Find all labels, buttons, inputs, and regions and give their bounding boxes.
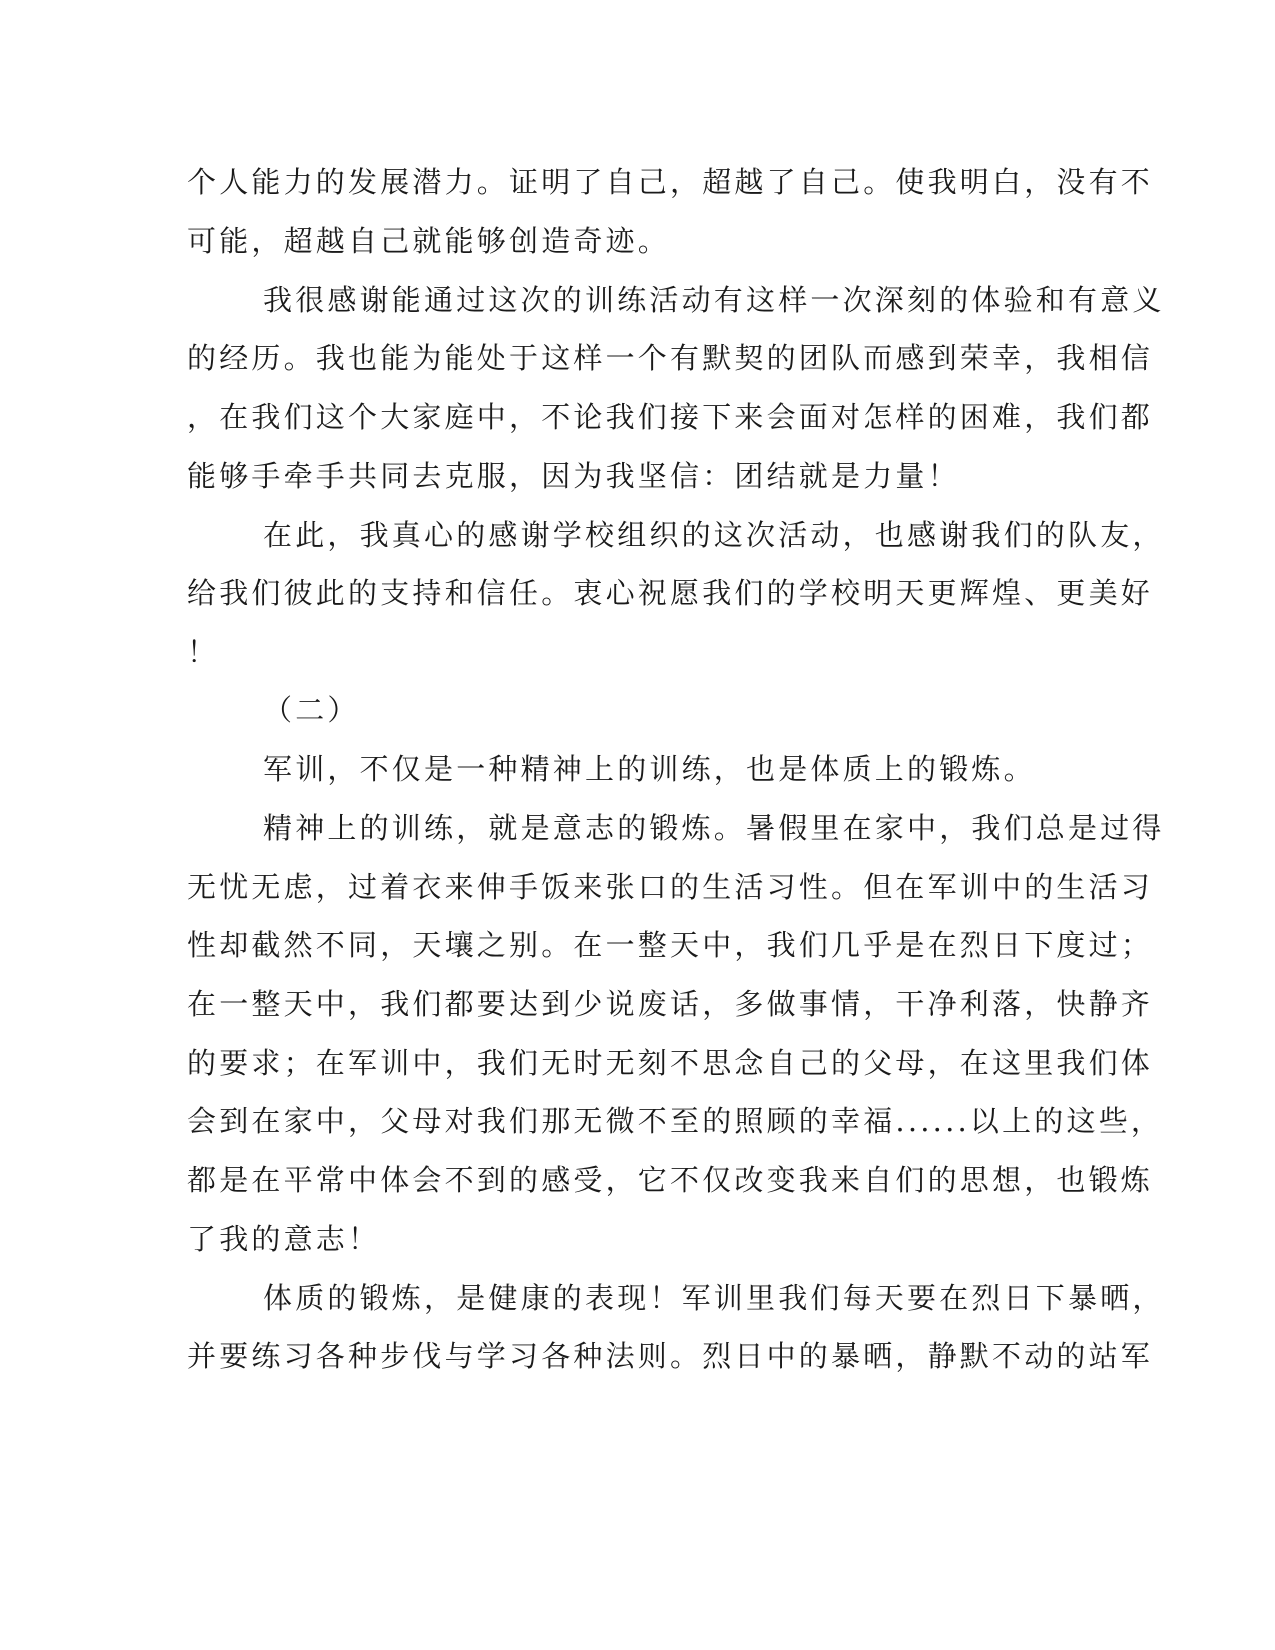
paragraph-start-line: 在此，我真心的感谢学校组织的这次活动，也感谢我们的队友， (263, 518, 1165, 552)
text-line: 性却截然不同，天壤之别。在一整天中，我们几乎是在烈日下度过； (187, 928, 1154, 962)
text-line: 会到在家中，父母对我们那无微不至的照顾的幸福......以上的这些， (187, 1104, 1164, 1138)
paragraph-start-line: 军训，不仅是一种精神上的训练，也是体质上的锻炼。 (263, 752, 1036, 786)
text-line: ！ (187, 635, 220, 669)
text-line: 能够手牵手共同去克服，因为我坚信：团结就是力量！ (187, 459, 960, 493)
text-line: 个人能力的发展潜力。证明了自己，超越了自己。使我明白，没有不 (187, 165, 1154, 199)
paragraph-start-line: 体质的锻炼，是健康的表现！军训里我们每天要在烈日下暴晒， (263, 1281, 1165, 1315)
text-line: 了我的意志！ (187, 1222, 381, 1256)
section-heading: （二） (263, 693, 360, 727)
text-line: 都是在平常中体会不到的感受，它不仅改变我来自们的思想，也锻炼 (187, 1163, 1154, 1197)
text-line: 并要练习各种步伐与学习各种法则。烈日中的暴晒，静默不动的站军 (187, 1339, 1154, 1373)
text-line: 给我们彼此的支持和信任。衷心祝愿我们的学校明天更辉煌、更美好 (187, 576, 1154, 610)
paragraph-start-line: 我很感谢能通过这次的训练活动有这样一次深刻的体验和有意义 (263, 283, 1165, 317)
text-line: 在一整天中，我们都要达到少说废话，多做事情，干净利落，快静齐 (187, 987, 1154, 1021)
paragraph-start-line: 精神上的训练，就是意志的锻炼。暑假里在家中，我们总是过得 (263, 811, 1165, 845)
text-line: 可能，超越自己就能够创造奇迹。 (187, 224, 671, 258)
text-line: 无忧无虑，过着衣来伸手饭来张口的生活习性。但在军训中的生活习 (187, 870, 1154, 904)
text-line: 的经历。我也能为能处于这样一个有默契的团队而感到荣幸，我相信 (187, 341, 1154, 375)
text-line: 的要求；在军训中，我们无时无刻不思念自己的父母，在这里我们体 (187, 1046, 1154, 1080)
text-line: ，在我们这个大家庭中，不论我们接下来会面对怎样的困难，我们都 (187, 400, 1154, 434)
